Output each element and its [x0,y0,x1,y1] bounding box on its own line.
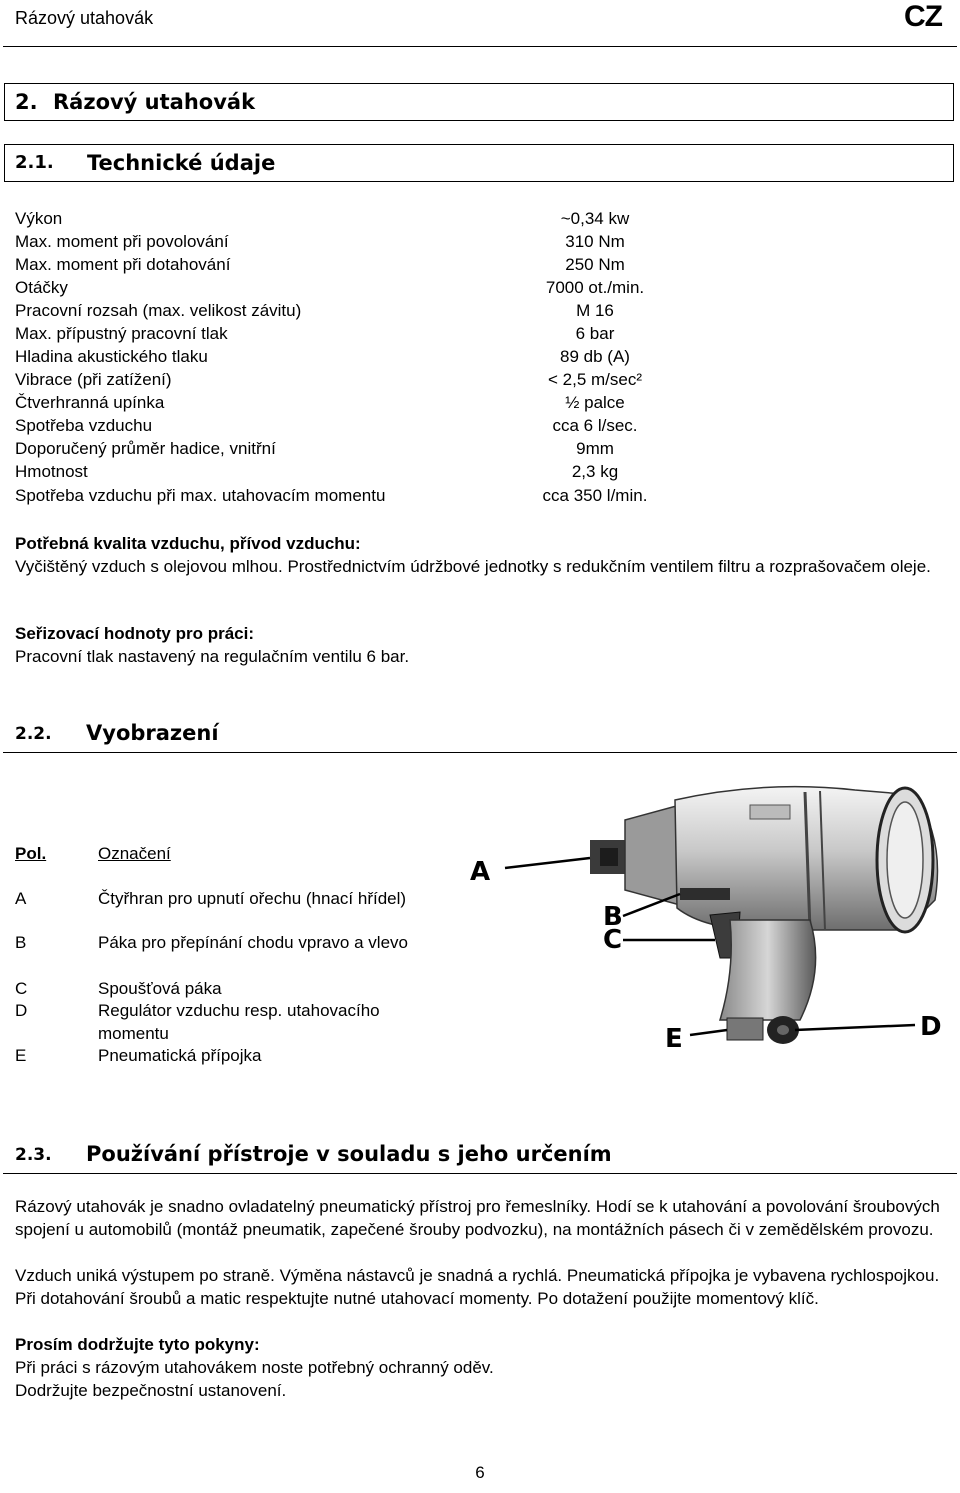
section-2-3-title: Používání přístroje v souladu s jeho určením [86,1142,612,1166]
spec-row [15,368,775,391]
spec-label: Spotřeba vzduchu při max. utahovacím momentu [15,486,386,505]
spec-row [15,484,775,507]
notice-line-1: Při práci s rázovým utahovákem noste potřebný ochranný oděv. [15,1358,494,1377]
section-2-2-title: Vyobrazení [86,721,219,745]
page-number: 6 [475,1463,485,1482]
settings-heading: Seřizovací hodnoty pro práci: [15,624,254,643]
spec-label: Otáčky [15,278,68,297]
settings-text: Pracovní tlak nastavený na regulačním ventilu 6 bar. [15,647,410,666]
usage-paragraph-2: Vzduch uniká výstupem po straně. Výměna nástavců je snadná a rychlá. Pneumatická přípojka je vybavena rychlospojkou. Při dotahování šroubů a matic respektujte nutné utahovací momenty. Po dotažení použijte momentový klíč. [15,1266,940,1308]
spec-value: 9mm [576,439,614,458]
impact-wrench-illustration [465,780,955,1065]
figure-label-c: C [603,925,623,955]
spec-label: Čtverhranná upínka [15,393,165,412]
header-divider [3,46,957,47]
section-2-number: 2. [15,90,38,114]
nose-housing [625,805,680,905]
legend-item-description: Pneumatická přípojka [98,1046,262,1065]
legend-item-position: B [15,933,27,952]
spec-label: Doporučený průměr hadice, vnitřní [15,439,276,458]
legend-item-position: C [15,979,28,998]
spec-label: Spotřeba vzduchu [15,416,153,435]
section-2-1-heading [4,144,954,182]
handle [720,920,816,1020]
section-2-3-divider [3,1173,957,1174]
legend-item-position: E [15,1046,27,1065]
spec-row [15,414,775,437]
spec-row [15,230,775,253]
spec-row [15,253,775,276]
header-title: Rázový utahovák [15,8,154,28]
legend-column-position: Pol. [15,844,47,863]
section-2-title: Rázový utahovák [53,90,256,114]
settings-block [15,622,950,668]
spec-label: Max. moment při dotahování [15,255,231,274]
spec-label: Vibrace (při zatížení) [15,370,172,389]
air-quality-text: Vyčištěný vzduch s olejovou mlhou. Prostřednictvím údržbové jednotky s redukčním ventilem filtru a rozprašovačem oleje. [15,557,931,576]
spec-row [15,437,775,460]
legend-item-position: D [15,1001,28,1020]
spec-value: 310 Nm [565,232,625,251]
spec-value: ~0,34 kw [560,209,630,228]
spec-row [15,322,775,345]
spec-label: Pracovní rozsah (max. velikost závitu) [15,301,302,320]
section-2-2-divider [3,752,957,753]
reverse-lever [680,888,730,900]
spec-label: Hmotnost [15,462,88,481]
spec-row [15,207,775,230]
spec-value: 250 Nm [565,255,625,274]
spec-value: M 16 [576,301,614,320]
spec-label: Max. přípustný pracovní tlak [15,324,228,343]
spec-value: cca 350 l/min. [542,486,648,505]
section-2-1-number: 2.1. [15,152,54,173]
section-2-3-number: 2.3. [15,1145,52,1165]
spec-value: 6 bar [575,324,615,343]
figure-label-e: E [665,1024,683,1054]
spec-value: cca 6 l/sec. [552,416,638,435]
spec-value: < 2,5 m/sec² [547,370,642,389]
spec-value: 7000 ot./min. [545,278,645,297]
legend-column-description: Označení [98,844,171,863]
usage-paragraph-1: Rázový utahovák je snadno ovladatelný pneumatický přístroj pro řemeslníky. Hodí se k utahování a povolování šroubových spojení u automobilů (montáž pneumatik, zapečené šrouby podvozku), na montážních pásech či v zemědělském provozu. [15,1197,940,1239]
spec-row [15,276,775,299]
figure-label-d: D [920,1012,942,1042]
spec-label: Max. moment při povolování [15,232,229,251]
section-2-1-title: Technické údaje [87,151,276,175]
air-inlet [727,1018,763,1040]
spec-value: 2,3 kg [571,462,619,481]
spec-row [15,460,775,483]
spec-row [15,299,775,322]
spec-label: Výkon [15,209,63,228]
spec-value: ½ palce [565,393,625,412]
legend-item-position: A [15,889,27,908]
notice-heading: Prosím dodržujte tyto pokyny: [15,1335,260,1354]
header-language-code: CZ [904,0,942,33]
figure-label-b: B [603,902,623,932]
figure-label-a: A [470,857,491,887]
legend-item-description: Regulátor vzduchu resp. utahovacího momentu [98,1001,380,1043]
section-2-2-number: 2.2. [15,724,52,744]
spec-value: 89 db (A) [560,347,630,366]
spec-row [15,391,775,414]
air-quality-heading: Potřebná kvalita vzduchu, přívod vzduchu: [15,534,361,553]
air-quality-block [15,532,950,578]
spec-row [15,345,775,368]
legend-item-description: Čtyřhran pro upnutí ořechu (hnací hřídel) [98,889,407,908]
legend-item-description: Spoušťová páka [98,979,222,998]
legend-item-description: Páka pro přepínání chodu vpravo a vlevo [98,933,408,952]
notice-line-2: Dodržujte bezpečnostní ustanovení. [15,1381,287,1400]
section-2-heading [4,83,954,121]
spec-label: Hladina akustického tlaku [15,347,208,366]
